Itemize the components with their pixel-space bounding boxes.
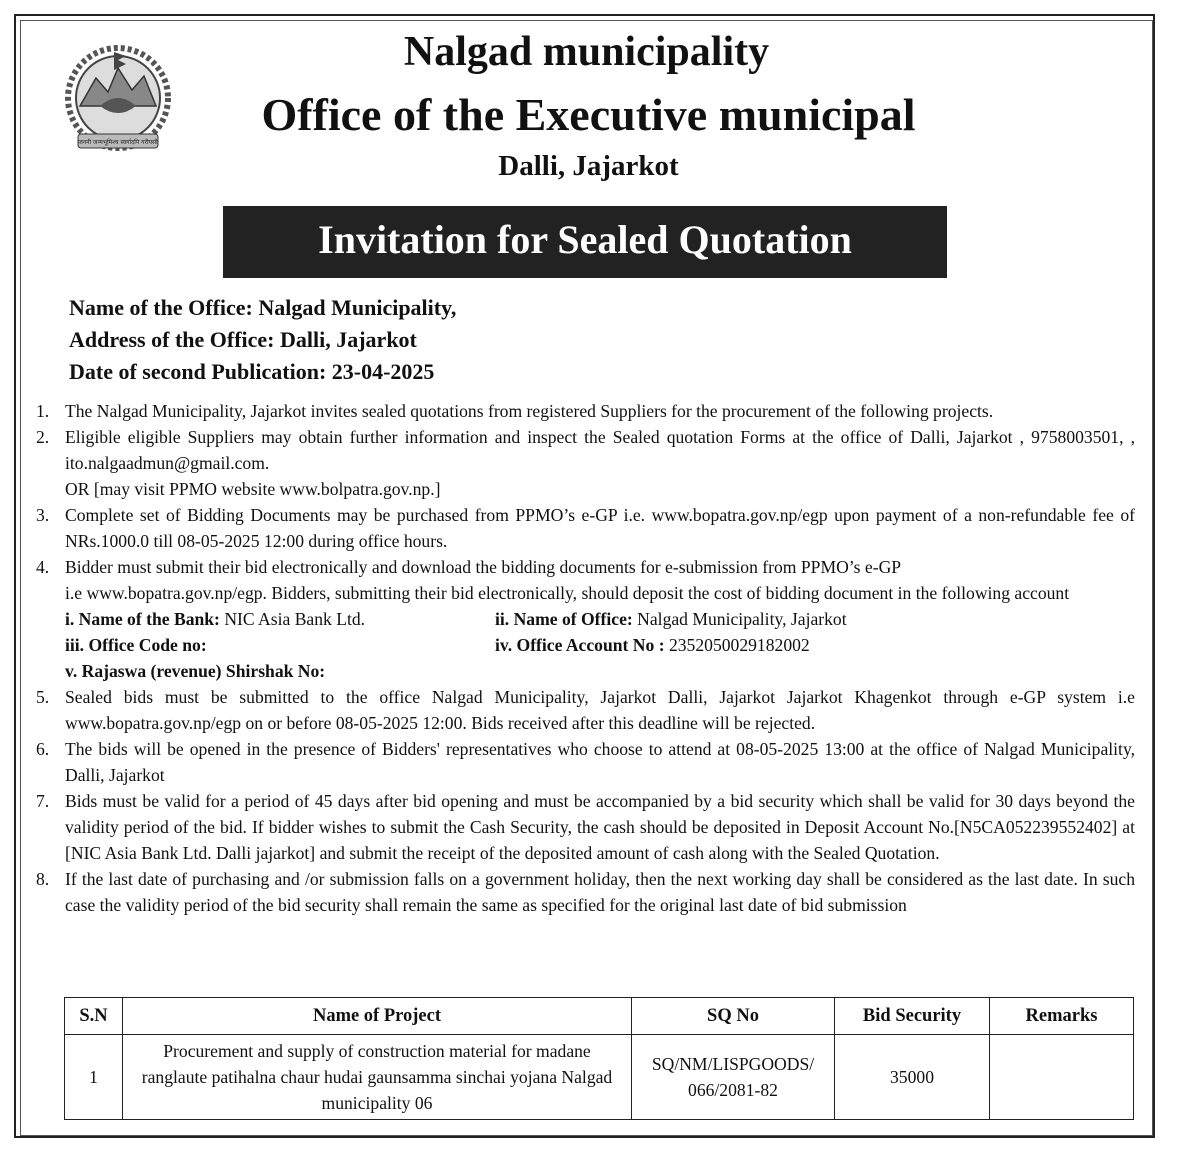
cell-sn: 1 [65,1035,123,1120]
col-remarks: Remarks [990,998,1134,1035]
bank-name: i. Name of the Bank: NIC Asia Bank Ltd. [65,609,366,629]
list-item: 7. Bids must be valid for a period of 45 days after bid opening and must be accompanied by a bid security which shall be valid for 30 days beyond the validity period of the bid. If bidder wishes to submit the Cash Security, the cash should be deposited in Deposit Account No.[N5CA052239552402] at [NIC Asia Bank Ltd. Dalli jajarkot] and submit the receipt of the deposited amount of cash along with the Sealed Quotation. [36,791,1135,863]
municipality-name: Nalgad municipality [403,29,770,75]
list-item: 8. If the last date of purchasing and /or submission falls on a government holiday, then the next working day shall be considered as the last date. In such case the validity period of the bid security shall remain the same as specified for the original last date of bid submission [36,869,1135,915]
office-location: Dalli, Jajarkot [498,150,679,182]
office-name-bank: ii. Name of Office: Nalgad Municipality, Jajarkot [495,609,847,629]
list-item: 4. Bidder must submit their bid electronically and download the bidding documents for e-submission from PPMO’s e-GP i.e www.bopatra.gov.np/egp. Bidders, submitting their bid electronically, should deposit the cost of bidding document in the following account i. Name of the Bank: NIC Asia Bank Ltd. ii. Name of Office: Nalgad Municipality, Jajarkot iii. Office Code no: iv. Office Account No : 2352050029182002 v. Rajaswa (revenue) Shirshak No: [36,554,1135,684]
list-item: 5. Sealed bids must be submitted to the office Nalgad Municipality, Jajarkot Dalli, Jajarkot Jajarkot Khagenkot through e-GP system i.e www.bopatra.gov.np/egp on or before 08-05-2025 12:00. Bids received after this deadline will be rejected. [36,687,1135,733]
office-code: iii. Office Code no: [65,635,207,655]
list-item: 2. Eligible eligible Suppliers may obtain further information and inspect the Sealed quotation Forms at the office of Dalli, Jajarkot , 9758003501, , ito.nalgaadmun@gmail.com. OR [may visit PPMO website www.bolpatra.gov.np.] [36,427,1135,499]
cell-project-name: Procurement and supply of construction material for madane ranglaute patihalna chaur hudai gaunsamma sinchai yojana Nalgad municipality 06 [123,1035,632,1120]
cell-bid-security: 35000 [835,1035,990,1120]
col-project-name: Name of Project [123,998,632,1035]
col-sn: S.N [65,998,123,1035]
col-sq-no: SQ No [632,998,835,1035]
projects-table [64,997,1134,1120]
table-row [65,1035,1134,1120]
col-bid-security: Bid Security [835,998,990,1035]
publication-date: Date of second Publication: 23-04-2025 [69,359,435,384]
office-name: Name of the Office: Nalgad Municipality, [69,295,457,320]
table-header-row [65,998,1134,1035]
office-account: iv. Office Account No : 2352050029182002 [495,635,810,655]
cell-sq-no: SQ/NM/LISPGOODS/ 066/2081-82 [632,1035,835,1120]
list-item: 3. Complete set of Bidding Documents may be purchased from PPMO’s e-GP i.e. www.bopatra.gov.np/egp upon payment of a non-refundable fee of NRs.1000.0 till 08-05-2025 12:00 during office hours. [36,505,1135,551]
notice-title-banner: Invitation for Sealed Quotation [223,206,947,278]
svg-text:जननी जन्मभूमिश्च स्वर्गादपि गर: जननी जन्मभूमिश्च स्वर्गादपि गरीयसी [78,139,158,146]
office-address: Address of the Office: Dalli, Jajarkot [69,327,417,352]
office-title: Office of the Executive municipal [261,89,916,140]
revenue-head: v. Rajaswa (revenue) Shirshak No: [65,661,326,681]
cell-remarks [990,1035,1134,1120]
bank-details [65,606,1135,684]
list-item: 1. The Nalgad Municipality, Jajarkot invites sealed quotations from registered Suppliers for the procurement of the following projects. [36,401,994,421]
office-info [69,292,456,388]
notice-items [36,398,1135,918]
list-item: 6. The bids will be opened in the presence of Bidders' representatives who choose to attend at 08-05-2025 13:00 at the office of Nalgad Municipality, Dalli, Jajarkot [36,739,1135,785]
